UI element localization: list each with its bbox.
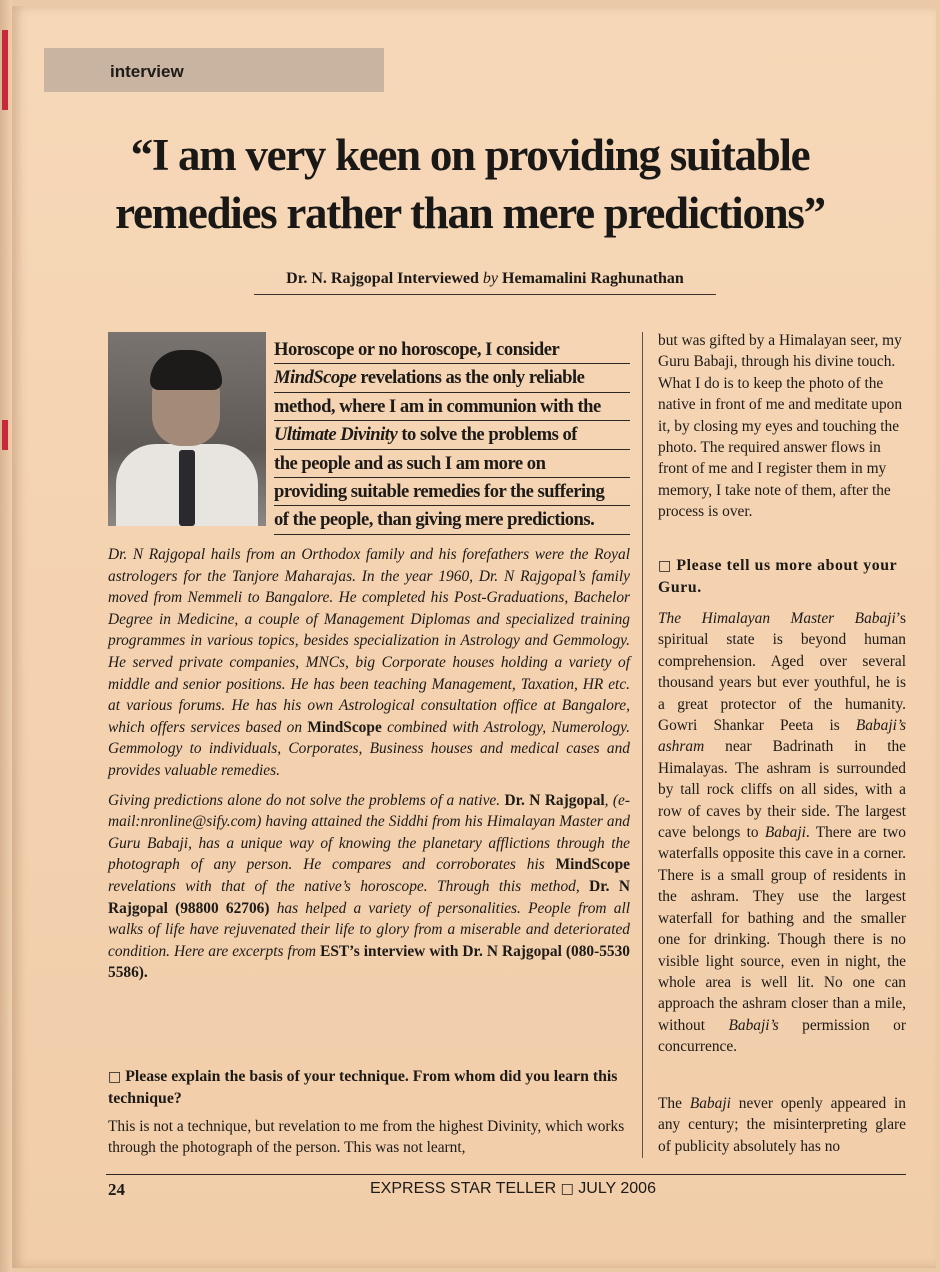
body-emphasis: Babaji (689, 1095, 731, 1112)
pull-quote-line: Horoscope or no horoscope, I consider (274, 336, 630, 364)
checkbox-icon: □ (560, 1181, 574, 1197)
intro-text: Dr. N Rajgopal hails from an Orthodox family and his forefathers were the Royal astrologers for the Tanjore Maharajas. In the year 1960, Dr. N Rajgopal’s family moved from Nemmeli to Bangalore. He completed his Post-Graduations, Bachelor Degree in Medicine, a couple of Management Diplomas and specialized training programmes in various topics, besides specialization in Astrology and Gemmology. He served private companies, MNCs, big Corporate houses holding a variety of middle and senior positions. He has been teaching Management, Taxation, HR etc. at various forums. He has his own Astrological consultation office at Bangalore, which offers services based on (108, 546, 630, 736)
headline (70, 126, 870, 242)
body-text: ’s spiritual state is beyond human comprehension. Aged over several thousand years but ever youthful, he is a great protector of the humanity. Gowri Shankar Peeta is (658, 610, 906, 735)
section-band (44, 48, 384, 92)
footer-publication (370, 1180, 656, 1198)
checkbox-icon: □ (108, 1069, 122, 1085)
portrait-photo (108, 332, 266, 526)
pull-quote-emphasis: Ultimate Divinity (274, 424, 398, 446)
headline-line: remedies rather than mere predictions” (115, 188, 825, 238)
byline-by: by (482, 270, 499, 287)
body-text: never openly appeared in any century; the misinterpreting glare of publicity absolutely has no (658, 1095, 907, 1155)
tab-marker (2, 30, 8, 110)
intro-text: has helped a variety of personalities. People from all walks of life have rejuvenated their life to glory from a miserable and deteriorated condition. Here are excerpts from (108, 899, 630, 960)
photo-hair (150, 350, 222, 390)
intro-text: combined with Astrology, Numerology. Gemmology to individuals, Corporates, Business houses and medical cases and provides valuable remedies. (108, 718, 630, 779)
publication-name: EXPRESS STAR TELLER (370, 1180, 557, 1197)
pull-quote-line (274, 421, 630, 449)
answer-1: This is not a technique, but revelation to me from the highest Divinity, which works through the photograph of the person. This was not learnt, (108, 1118, 625, 1157)
question-text: Please explain the basis of your technique. From whom did you learn this technique? (108, 1068, 618, 1107)
body-emphasis: Babaji’s ashram (658, 717, 906, 756)
checkbox-icon: □ (658, 558, 672, 574)
body-paragraph: but was gifted by a Himalayan seer, my Guru Babaji, through his divine touch. What I do is to keep the photo of the native in front of me and meditate upon it, by closing my eyes and touching the photo. The required answer flows in front of me and I register them in my memory, I take note of them, after the process is over. (658, 332, 903, 521)
intro-block (108, 544, 630, 992)
intro-bold: MindScope (555, 856, 630, 874)
body-emphasis: Babaji’s (728, 1016, 779, 1034)
body-text: . There are two waterfalls opposite this cave in a corner. There is a small group of residents in the ashram. They use the largest waterfall for bathing and the smaller one for drinking. Though there is no visible light source, even in night, the whole area is well lit. No one can approach the ashram closer than a mile, without (658, 824, 906, 1034)
answer-2 (658, 608, 906, 1058)
page-number: 24 (108, 1180, 125, 1199)
pull-quote-text: revelations as the only reliable (356, 367, 585, 389)
pull-quote (274, 336, 630, 535)
footer-rule (106, 1174, 906, 1175)
intro-paragraph (108, 790, 630, 984)
body-text: permission or concurrence. (658, 1016, 906, 1056)
intro-text: revelations with that of the native’s horoscope. Through this method, (108, 877, 590, 895)
pull-quote-line: providing suitable remedies for the suffering (274, 478, 630, 506)
intro-bold: EST’s interview with Dr. N Rajgopal (080-5530 5586). (108, 942, 630, 982)
right-column-text (658, 330, 906, 523)
column-divider (642, 332, 643, 1158)
answer-2-continued (658, 1093, 906, 1157)
pull-quote-line: of the people, than giving mere predictions. (274, 506, 630, 534)
pull-quote-line: the people and as such I am more on (274, 450, 630, 478)
headline-line: “I am very keen on providing suitable (130, 130, 810, 180)
body-emphasis: Babaji (764, 824, 806, 842)
pull-quote-emphasis: MindScope (274, 367, 357, 389)
question-1 (108, 1066, 630, 1109)
question-text: Please tell us more about your Guru. (658, 557, 897, 596)
pull-quote-line: method, where I am in communion with the (274, 393, 630, 421)
intro-bold: Dr. N Rajgopal (504, 791, 605, 809)
intro-text: Giving predictions alone do not solve the problems of a native. (108, 791, 505, 809)
intro-paragraph (108, 544, 630, 782)
pull-quote-line (274, 364, 630, 392)
page-edge (0, 0, 12, 1272)
issue-date: JULY 2006 (578, 1180, 656, 1197)
intro-bold: Dr. N Rajgopal (98800 62706) (108, 877, 630, 917)
tab-marker (2, 420, 8, 450)
intro-text: , (e-mail:nronline@sify.com) having attained the Siddhi from his Himalayan Master and Guru Babaji, has a unique way of knowing the planetary afflictions through the photograph of any person. He compares and corroborates his (108, 791, 631, 874)
question-2 (658, 555, 906, 598)
pull-quote-text: to solve the problems of (397, 424, 577, 446)
body-paragraph (658, 1093, 906, 1157)
body-paragraph (658, 608, 906, 1058)
byline-interviewer: Hemamalini Raghunathan (502, 270, 684, 287)
section-label: interview (110, 62, 184, 81)
byline-author: Dr. N. Rajgopal Interviewed (286, 270, 479, 287)
body-text: near Badrinath in the Himalayas. The ashram is surrounded by tall rock cliffs on all sides, with a row of caves by their side. The largest cave belongs to (658, 738, 906, 842)
body-text: The (658, 1095, 690, 1112)
photo-tie (179, 450, 195, 526)
byline (254, 270, 716, 295)
body-emphasis: The Himalayan Master Babaji (658, 610, 896, 627)
intro-bold: MindScope (307, 718, 382, 736)
